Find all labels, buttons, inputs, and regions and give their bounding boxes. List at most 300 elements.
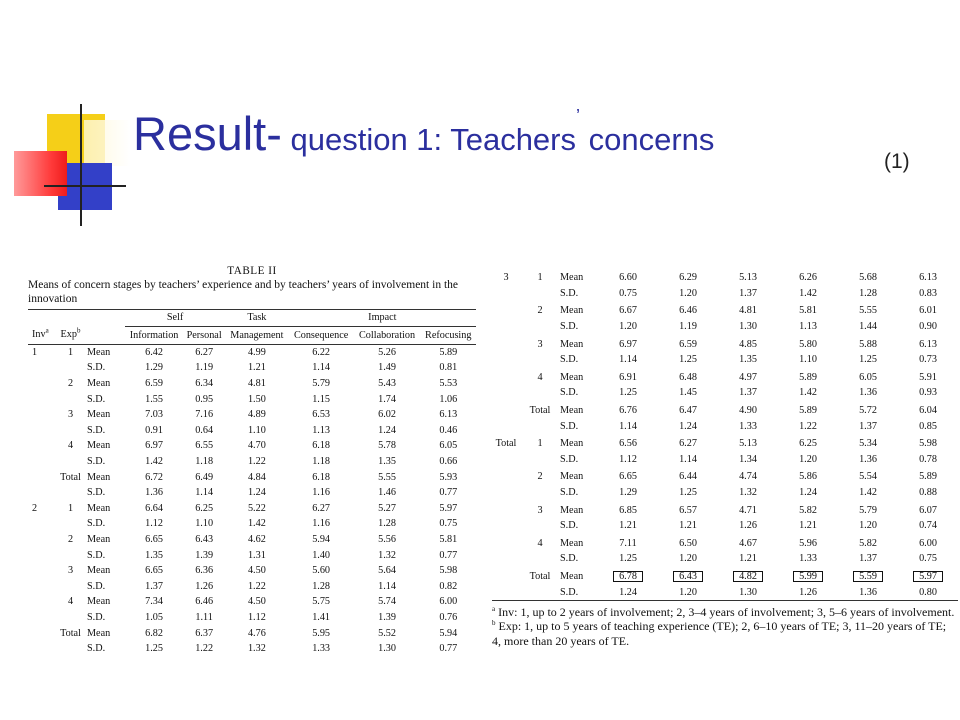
row-stat: Mean	[87, 627, 111, 639]
table-cell: 6.47	[679, 405, 697, 417]
table-cell: 6.76	[619, 405, 637, 417]
table-cell: 6.59	[145, 378, 163, 390]
row-inv	[28, 391, 54, 407]
table-cell: 5.26	[378, 346, 396, 358]
row-exp: 4	[67, 440, 74, 452]
table-row	[28, 407, 476, 423]
row-exp: 2	[537, 471, 543, 483]
table-cell: 5.88	[859, 338, 877, 350]
table-row	[28, 516, 476, 532]
row-inv	[28, 563, 54, 579]
table-cell: 5.98	[919, 438, 937, 450]
row-stat: Mean	[560, 405, 584, 417]
table-row	[492, 401, 958, 419]
table-cell: 4.50	[247, 596, 266, 608]
highlighted-mean: 5.99	[793, 571, 823, 582]
table-cell: 6.85	[619, 504, 637, 516]
table-row	[492, 286, 958, 302]
table-cell: 1.14	[679, 453, 697, 465]
table-cell: 6.07	[919, 504, 937, 516]
table-cell: 1.21	[679, 520, 697, 532]
row-stat: Mean	[87, 440, 111, 452]
table-cell: 0.76	[439, 611, 458, 623]
row-exp	[520, 352, 560, 368]
table-cell: 1.25	[619, 553, 637, 565]
table-cell: 1.39	[378, 611, 396, 623]
table-cell: 1.24	[598, 584, 658, 600]
row-exp: Total	[529, 570, 551, 582]
table-cell: 4.67	[739, 537, 757, 549]
table-cell: 1.42	[859, 487, 877, 499]
title-end: concerns	[580, 122, 715, 157]
table-cell: 1.10	[195, 518, 214, 530]
table-cell	[658, 567, 718, 585]
table-cell: 1.16	[312, 518, 331, 530]
table-cell: 6.18	[312, 440, 331, 452]
row-exp: 1	[67, 346, 74, 358]
table-cell: 6.65	[145, 565, 163, 577]
row-inv	[28, 625, 54, 641]
table-cell: 1.06	[439, 393, 458, 405]
row-exp: 4	[537, 537, 543, 549]
row-exp: 3	[537, 338, 543, 350]
row-exp: Total	[529, 405, 551, 417]
row-exp: 1	[67, 502, 74, 514]
column-header: Refocusing	[421, 326, 476, 344]
table-cell: 1.33	[312, 643, 331, 655]
table-cell: 0.64	[195, 424, 214, 436]
row-inv	[492, 418, 520, 434]
row-stat: S.D.	[87, 424, 106, 436]
row-stat: Mean	[87, 471, 111, 483]
table-cell: 6.50	[679, 537, 697, 549]
table-cell: 0.82	[439, 580, 458, 592]
table-cell: 1.20	[658, 584, 718, 600]
table-cell: 1.24	[247, 487, 266, 499]
footnote-b: $^b$ Exp: 1, up to 5 years of teaching experience (TE); 2, 6–10 years of TE; 3, 11–20 years of TE; 4, more than 20 years of TE.	[492, 619, 947, 648]
table-cell: 1.45	[679, 387, 697, 399]
table-cell: 1.28	[859, 287, 877, 299]
row-exp	[54, 454, 87, 470]
table-cell: 5.79	[859, 504, 877, 516]
part-number: (1)	[884, 150, 910, 173]
title-apostrophe: ’	[576, 106, 580, 126]
row-stat: Mean	[87, 378, 111, 390]
table-cell: 6.29	[679, 272, 697, 284]
row-inv	[28, 376, 54, 392]
table-cell: 6.65	[619, 471, 637, 483]
row-inv	[492, 319, 520, 335]
table-cell: 6.37	[195, 627, 214, 639]
table-cell: 1.37	[859, 553, 877, 565]
table-cell: 1.36	[859, 387, 877, 399]
row-stat: S.D.	[87, 362, 106, 374]
row-inv	[28, 641, 54, 657]
table-cell: 1.50	[247, 393, 266, 405]
table-cell: 4.62	[247, 534, 266, 546]
concern-table-right	[492, 270, 958, 601]
row-inv: 1	[32, 346, 38, 358]
table-cell: 4.74	[739, 471, 757, 483]
footnote-a: $^a$ Inv: 1, up to 2 years of involvement; 2, 3–4 years of involvement; 3, 5–6 years of involvement.	[492, 604, 955, 619]
row-inv	[492, 500, 520, 518]
table-cell: 1.32	[378, 549, 396, 561]
row-stat: S.D.	[560, 584, 598, 600]
table-cell: 4.76	[247, 627, 266, 639]
table-cell: 1.42	[145, 456, 163, 468]
table-cell: 5.80	[799, 338, 817, 350]
table-description: Means of concern stages by teachers’ experience and by teachers’ years of involvement in the innovation	[28, 279, 458, 305]
table-cell: 6.49	[195, 471, 214, 483]
table-cell: 1.33	[799, 553, 817, 565]
column-header: Collaboration	[354, 326, 421, 344]
table-row	[492, 485, 958, 501]
table-cell: 7.11	[619, 537, 637, 549]
table-row	[28, 594, 476, 610]
table-row	[28, 360, 476, 376]
table-cell: 6.57	[679, 504, 697, 516]
table-caption: TABLE II	[227, 265, 277, 277]
table-right-panel	[492, 270, 960, 648]
table-cell: 4.84	[247, 471, 266, 483]
row-inv: 3	[503, 272, 509, 284]
table-cell: 5.89	[919, 471, 937, 483]
table-cell: 6.25	[195, 502, 214, 514]
logo-fade-square	[84, 120, 130, 166]
table-cell: 6.27	[195, 346, 214, 358]
row-stat: S.D.	[87, 643, 106, 655]
table-cell: 0.91	[145, 424, 163, 436]
table-row	[492, 334, 958, 352]
row-inv	[28, 360, 54, 376]
table-cell: 6.55	[195, 440, 214, 452]
row-exp	[520, 584, 560, 600]
table-cell: 1.37	[859, 420, 877, 432]
table-cell: 5.64	[378, 565, 396, 577]
table-cell: 1.20	[679, 553, 697, 565]
row-stat: S.D.	[87, 580, 106, 592]
table-cell: 6.36	[195, 565, 214, 577]
row-exp	[54, 391, 87, 407]
row-inv	[492, 518, 520, 534]
table-cell: 0.46	[439, 424, 458, 436]
table-cell: 1.21	[619, 520, 637, 532]
row-inv	[28, 579, 54, 595]
row-stat: S.D.	[560, 420, 579, 432]
row-inv	[28, 547, 54, 563]
table-row	[28, 391, 476, 407]
table-cell: 1.13	[312, 424, 331, 436]
row-inv	[492, 584, 520, 600]
row-exp: 3	[67, 565, 74, 577]
table-cell: 1.14	[619, 420, 637, 432]
table-cell: 1.10	[799, 354, 817, 366]
row-exp	[520, 319, 560, 335]
table-row	[28, 485, 476, 501]
table-cell: 1.24	[799, 487, 817, 499]
row-inv	[28, 485, 54, 501]
row-exp	[54, 610, 87, 626]
row-exp: 1	[537, 272, 543, 284]
row-inv	[492, 467, 520, 485]
row-inv	[28, 423, 54, 439]
table-cell: 0.66	[439, 456, 458, 468]
row-stat: Mean	[560, 438, 584, 450]
table-cell: 5.95	[312, 627, 331, 639]
table-cell: 1.13	[799, 321, 817, 333]
table-cell: 6.42	[145, 346, 163, 358]
table-row	[492, 452, 958, 468]
table-cell: 5.82	[859, 537, 877, 549]
table-row	[492, 418, 958, 434]
table-cell: 5.89	[439, 346, 458, 358]
row-inv	[28, 469, 54, 485]
table-cell: 5.89	[799, 405, 817, 417]
table-row	[28, 376, 476, 392]
table-cell: 0.81	[439, 362, 458, 374]
table-row	[28, 610, 476, 626]
left-table-body	[28, 344, 476, 656]
row-inv	[28, 438, 54, 454]
highlighted-mean: 6.43	[673, 571, 703, 582]
table-cell: 1.55	[145, 393, 163, 405]
table-cell: 1.20	[679, 287, 697, 299]
row-exp	[54, 516, 87, 532]
table-cell: 1.29	[619, 487, 637, 499]
table-cell: 1.42	[247, 518, 266, 530]
table-row	[492, 301, 958, 319]
table-cell: 6.00	[439, 596, 458, 608]
table-cell: 5.82	[799, 504, 817, 516]
table-cell: 0.93	[919, 387, 937, 399]
table-cell: 4.71	[739, 504, 757, 516]
table-cell: 5.52	[378, 627, 396, 639]
table-cell: 6.02	[378, 409, 396, 421]
table-cell: 5.98	[439, 565, 458, 577]
row-inv	[492, 286, 520, 302]
row-stat: S.D.	[560, 387, 579, 399]
table-cell: 1.37	[739, 287, 757, 299]
row-exp	[520, 418, 560, 434]
table-cell: 6.82	[145, 627, 163, 639]
row-stat: S.D.	[560, 553, 579, 565]
table-cell: 1.74	[378, 393, 396, 405]
table-cell: 6.44	[679, 471, 697, 483]
row-inv	[492, 401, 520, 419]
table-cell: 4.81	[739, 305, 757, 317]
table-cell: 1.39	[195, 549, 214, 561]
table-row	[28, 641, 476, 657]
row-inv	[492, 301, 520, 319]
table-cell: 6.25	[799, 438, 817, 450]
table-cell: 1.44	[859, 321, 877, 333]
table-cell: 6.48	[679, 371, 697, 383]
table-cell: 6.64	[145, 502, 163, 514]
table-cell: 6.56	[619, 438, 637, 450]
table-cell: 1.25	[679, 354, 697, 366]
table-cell: 5.96	[799, 537, 817, 549]
row-stat: S.D.	[560, 321, 579, 333]
table-left-panel	[28, 265, 476, 656]
table-cell: 1.14	[378, 580, 396, 592]
table-cell: 1.21	[739, 553, 757, 565]
table-cell: 5.89	[799, 371, 817, 383]
table-cell: 1.36	[145, 487, 163, 499]
row-stat: S.D.	[87, 549, 106, 561]
row-stat: S.D.	[87, 518, 106, 530]
row-stat: Mean	[560, 338, 584, 350]
table-cell: 1.05	[145, 611, 163, 623]
table-cell: 1.42	[799, 287, 817, 299]
group-impact: Impact	[289, 310, 476, 327]
table-cell: 0.85	[919, 420, 937, 432]
table-cell: 5.55	[378, 471, 396, 483]
table-cell: 5.27	[378, 502, 396, 514]
table-cell: 0.75	[919, 553, 937, 565]
table-cell: 1.30	[739, 321, 757, 333]
table-cell: 0.83	[919, 287, 937, 299]
table-cell: 1.20	[619, 321, 637, 333]
table-row	[492, 518, 958, 534]
table-cell: 1.20	[859, 520, 877, 532]
table-cell: 6.72	[145, 471, 163, 483]
table-cell: 0.95	[195, 393, 214, 405]
table-cell: 1.12	[619, 453, 637, 465]
table-cell: 5.94	[312, 534, 331, 546]
row-stat: S.D.	[560, 487, 579, 499]
table-cell: 1.19	[679, 321, 697, 333]
logo-horizontal-line	[44, 185, 126, 187]
table-cell: 5.60	[312, 565, 331, 577]
row-stat: S.D.	[87, 611, 106, 623]
table-cell: 6.27	[679, 438, 697, 450]
table-cell: 1.40	[312, 549, 331, 561]
row-exp	[520, 286, 560, 302]
table-cell: 1.28	[378, 518, 396, 530]
row-stat: S.D.	[560, 520, 579, 532]
table-cell: 1.22	[247, 580, 266, 592]
table-cell: 1.12	[145, 518, 163, 530]
table-cell: 6.97	[145, 440, 163, 452]
table-cell	[778, 567, 838, 585]
table-cell: 0.77	[439, 487, 458, 499]
highlighted-mean: 6.78	[613, 571, 643, 582]
row-stat: S.D.	[560, 354, 579, 366]
table-cell: 1.16	[312, 487, 331, 499]
table-row	[28, 438, 476, 454]
table-cell: 1.10	[247, 424, 266, 436]
table-cell: 6.91	[619, 371, 637, 383]
table-cell: 1.21	[247, 362, 266, 374]
table-row	[492, 270, 958, 286]
table-cell: 5.43	[378, 378, 396, 390]
row-stat: Mean	[560, 371, 584, 383]
table-cell: 1.18	[312, 456, 331, 468]
right-table-body	[492, 270, 958, 600]
table-cell: 4.89	[247, 409, 266, 421]
row-inv	[28, 610, 54, 626]
table-cell: 1.37	[739, 387, 757, 399]
table-row	[492, 567, 958, 585]
row-stat: S.D.	[560, 453, 579, 465]
row-stat: Mean	[560, 570, 584, 582]
row-stat: Mean	[560, 305, 584, 317]
row-stat: Mean	[560, 272, 584, 284]
row-exp	[520, 385, 560, 401]
table-row	[28, 579, 476, 595]
row-exp	[54, 547, 87, 563]
table-row	[492, 434, 958, 452]
row-inv	[28, 594, 54, 610]
row-exp: 2	[67, 534, 74, 546]
table-cell: 0.78	[919, 453, 937, 465]
table-cell: 6.13	[919, 272, 937, 284]
table-cell: 5.13	[739, 272, 757, 284]
header-inv: Inv$^a$	[28, 326, 54, 344]
row-inv	[28, 516, 54, 532]
table-cell: 1.14	[195, 487, 214, 499]
table-cell: 1.15	[312, 393, 331, 405]
row-exp: 3	[537, 504, 543, 516]
table-cell: 1.19	[195, 362, 214, 374]
row-stat: Mean	[560, 471, 584, 483]
table-cell: 1.14	[619, 354, 637, 366]
table-cell: 5.94	[439, 627, 458, 639]
table-cell: 6.26	[799, 272, 817, 284]
table-row	[492, 551, 958, 567]
table-cell: 4.97	[739, 371, 757, 383]
table-cell: 6.13	[439, 409, 458, 421]
row-exp	[520, 452, 560, 468]
table-cell: 1.32	[247, 643, 266, 655]
row-exp	[54, 423, 87, 439]
table-cell: 5.81	[799, 305, 817, 317]
table-cell: 5.81	[439, 534, 458, 546]
table-cell: 0.73	[919, 354, 937, 366]
table-cell: 5.86	[799, 471, 817, 483]
row-exp	[520, 518, 560, 534]
table-cell: 5.74	[378, 596, 396, 608]
table-cell: 1.26	[195, 580, 214, 592]
table-row	[28, 423, 476, 439]
table-cell: 1.41	[312, 611, 331, 623]
table-cell: 1.30	[718, 584, 778, 600]
table-cell: 6.46	[679, 305, 697, 317]
table-cell: 5.75	[312, 596, 331, 608]
row-stat: S.D.	[560, 287, 579, 299]
title-main: Result-	[133, 107, 282, 160]
row-exp	[520, 485, 560, 501]
row-exp: 2	[67, 378, 74, 390]
row-exp: 3	[67, 409, 74, 421]
table-cell: 6.01	[919, 305, 937, 317]
table-cell: 1.35	[145, 549, 163, 561]
row-inv	[492, 334, 520, 352]
group-self: Self	[125, 310, 225, 327]
table-cell: 1.36	[859, 453, 877, 465]
table-cell: 0.77	[439, 643, 458, 655]
table-cell: 5.93	[439, 471, 458, 483]
row-stat: Mean	[560, 504, 584, 516]
table-cell: 6.59	[679, 338, 697, 350]
row-stat: Mean	[87, 534, 111, 546]
table-cell: 1.20	[799, 453, 817, 465]
table-cell: 7.03	[145, 409, 163, 421]
table-cell: 7.34	[145, 596, 163, 608]
row-stat: Mean	[560, 537, 584, 549]
table-row	[492, 385, 958, 401]
row-exp	[54, 579, 87, 595]
